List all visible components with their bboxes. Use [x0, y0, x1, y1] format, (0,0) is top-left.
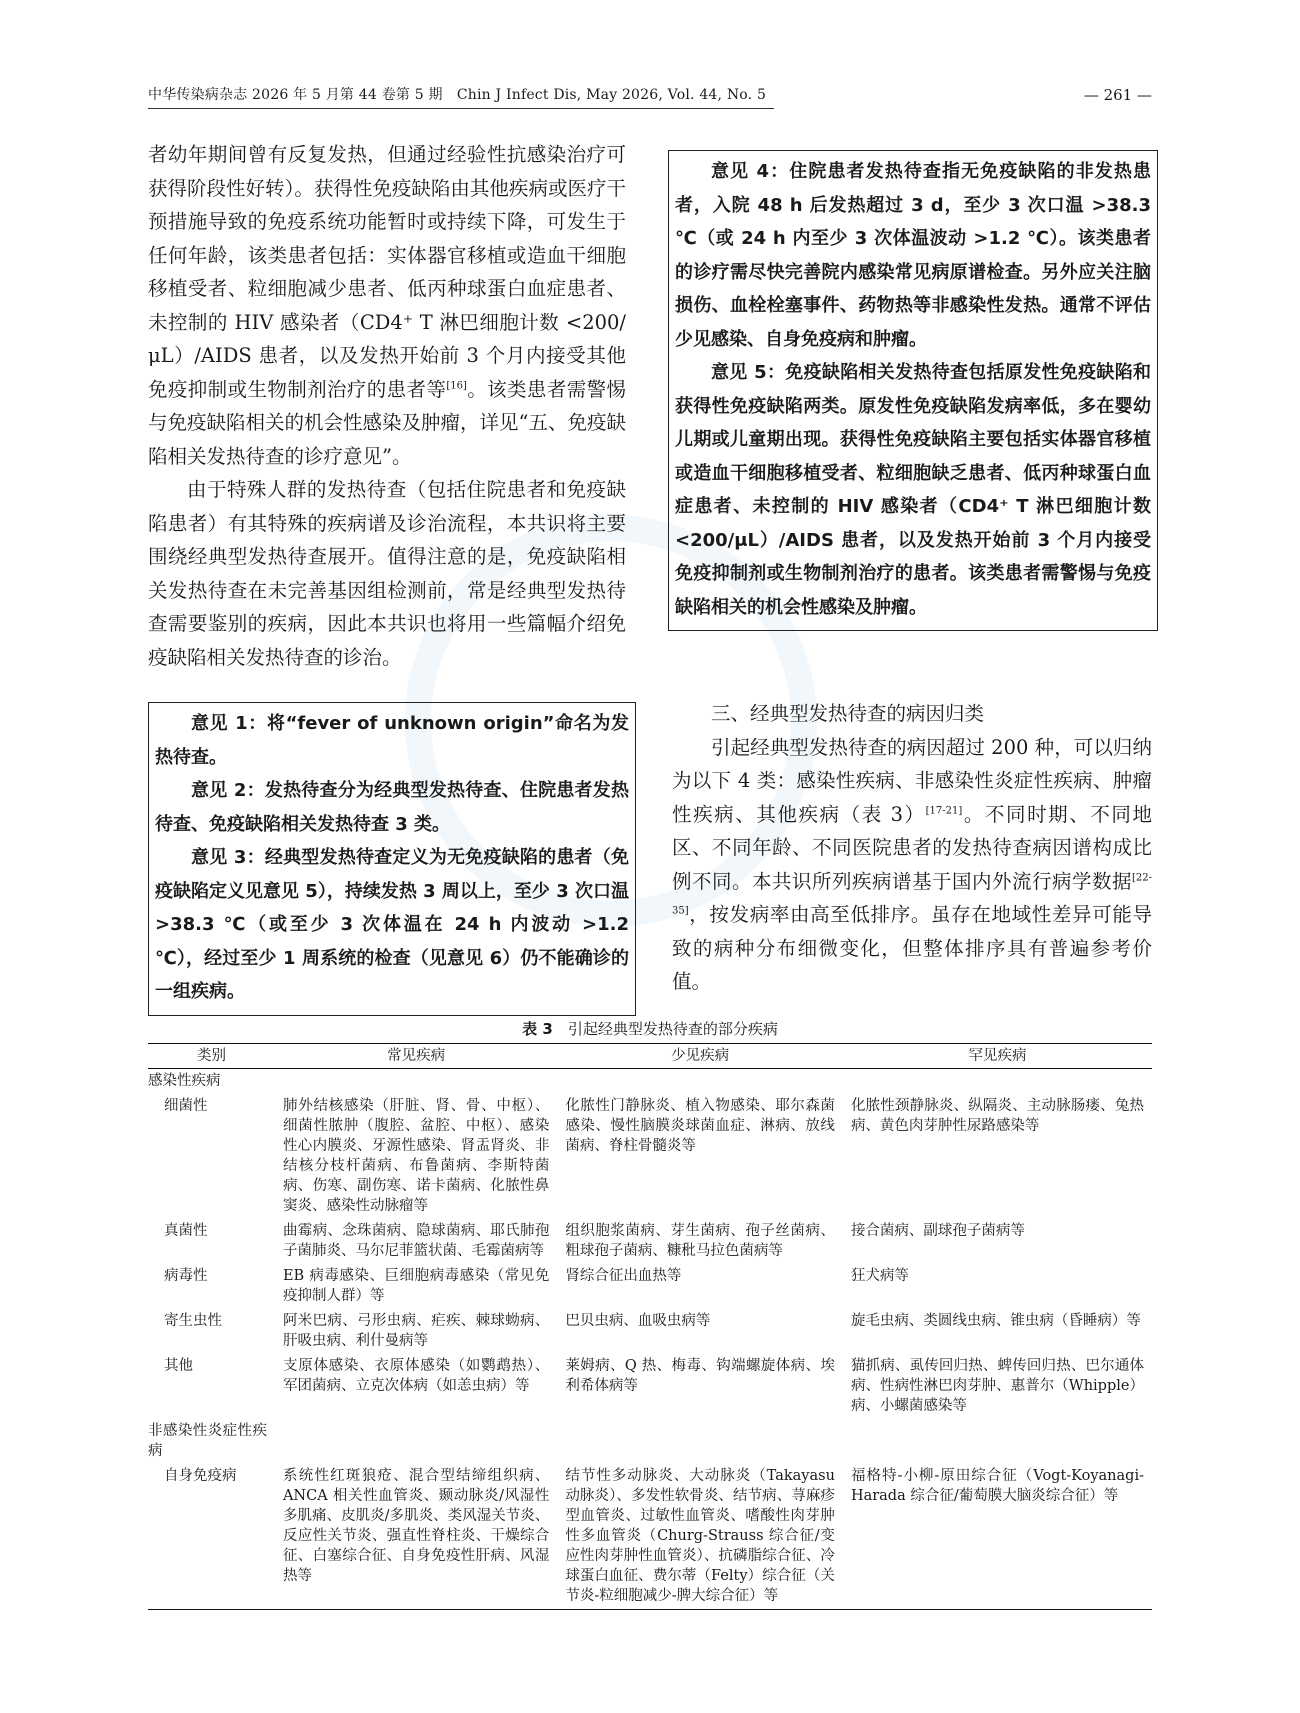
page-number: — 261 —: [1083, 86, 1152, 104]
opinions-box-1-3: [148, 702, 636, 1016]
table-row: [148, 1354, 1152, 1419]
table-row: [148, 1309, 1152, 1354]
section-heading: 三、经典型发热待查的病因归类: [711, 702, 985, 725]
less-common-diseases-cell: [557, 1419, 843, 1464]
rare-diseases-cell: 旋毛虫病、类圆线虫病、锥虫病（昏睡病）等: [850, 1313, 1141, 1329]
table-row: [148, 1094, 1152, 1219]
table-row: [148, 1419, 1152, 1464]
common-diseases-cell: 阿米巴病、弓形虫病、疟疾、棘球蚴病、肝吸虫病、利什曼病等: [282, 1313, 550, 1349]
opinion-1: 意见 1：将“fever of unknown origin”命名为发热待查。: [155, 713, 629, 768]
right-paragraph-1: 引起经典型发热待查的病因超过 200 种，可以归纳为以下 4 类：感染性疾病、非感染性炎症性疾病、肿瘤性疾病、其他疾病（表 3）[17-21]。不同时期、不同地区、不同年龄、不同医院患者的发热待查病因谱构成比例不同。本共识所列疾病谱基于国内外流行病学数据[22-35]，按发病率由高至低排序。虽存在地域性差异可能导致的病种分布细微变化，但整体排序具有普遍参考价值。: [672, 735, 1152, 993]
rare-diseases-cell: 狂犬病等: [850, 1268, 909, 1284]
opinions-box-4-5: [668, 150, 1158, 631]
category-cell: 自身免疫病: [148, 1464, 275, 1610]
less-common-diseases-cell: 化脓性门静脉炎、植入物感染、耶尔森菌感染、慢性脑膜炎球菌血症、淋病、放线菌病、脊柱骨髓炎等: [565, 1098, 835, 1154]
header-common: 常见疾病: [275, 1044, 557, 1069]
citation-ref: [17-21]: [925, 805, 963, 816]
disease-table: [148, 1043, 1152, 1610]
less-common-diseases-cell: 组织胞浆菌病、芽生菌病、孢子丝菌病、粗球孢子菌病、糠秕马拉色菌病等: [565, 1223, 835, 1259]
left-paragraph-1: 者幼年期间曾有反复发热，但通过经验性抗感染治疗可获得阶段性好转）。获得性免疫缺陷由其他疾病或医疗干预措施导致的免疫系统功能暂时或持续下降，可发生于任何年龄，该类患者包括：实体器官移植或造血干细胞移植受者、粒细胞减少患者、低丙种球蛋白血症患者、未控制的 HIV 感染者（CD4⁺ T 淋巴细胞计数 <200/μL）/AIDS 患者，以及发热开始前 3 个月内接受其他免疫抑制或生物制剂治疗的患者等[16]。该类患者需警惕与免疫缺陷相关的机会性感染及肿瘤，详见“五、免疫缺陷相关发热待查的诊疗意见”。: [148, 143, 626, 468]
rare-diseases-cell: [843, 1419, 1152, 1464]
less-common-diseases-cell: 巴贝虫病、血吸虫病等: [565, 1313, 711, 1329]
rare-diseases-cell: [843, 1069, 1152, 1095]
less-common-diseases-cell: 肾综合征出血热等: [565, 1268, 682, 1284]
category-cell: 真菌性: [164, 1223, 208, 1239]
table-row: [148, 1219, 1152, 1264]
header-less-common: 少见疾病: [557, 1044, 843, 1069]
category-cell: 细菌性: [164, 1098, 208, 1114]
common-diseases-cell: [275, 1419, 557, 1464]
opinion-3: 意见 3：经典型发热待查定义为无免疫缺陷的患者（免疫缺陷定义见意见 5），持续发热 3 周以上，至少 3 次口温 >38.3 ℃（或至少 3 次体温在 24 h 内波动 >1.2 ℃），经过至少 1 周系统的检查（见意见 6）仍不能确诊的一组疾病。: [155, 847, 629, 1002]
category-cell: 寄生虫性: [164, 1313, 222, 1329]
rare-diseases-cell: 猫抓病、虱传回归热、蜱传回归热、巴尔通体病、性病性淋巴肉芽肿、惠普尔（Whipple）病、小螺菌感染等: [850, 1358, 1144, 1414]
category-cell: 感染性疾病: [148, 1073, 221, 1089]
category-cell: 其他: [164, 1358, 193, 1374]
table-3: [148, 1018, 1152, 1610]
common-diseases-cell: EB 病毒感染、巨细胞病毒感染（常见免疫抑制人群）等: [282, 1268, 550, 1304]
common-diseases-cell: 肺外结核感染（肝脏、肾、骨、中枢）、细菌性脓肿（腹腔、盆腔、中枢）、感染性心内膜炎、牙源性感染、肾盂肾炎、非结核分枝杆菌病、布鲁菌病、李斯特菌病、伤寒、副伤寒、诺卡菌病、化脓性鼻窦炎、感染性动脉瘤等: [282, 1098, 550, 1214]
table-row: [148, 1069, 1152, 1095]
rare-diseases-cell: 化脓性颈静脉炎、纵隔炎、主动脉肠瘘、兔热病、黄色肉芽肿性尿路感染等: [850, 1098, 1144, 1134]
category-cell: 非感染性炎症性疾病: [148, 1423, 267, 1459]
citation-ref: [16]: [446, 380, 467, 391]
running-header: [148, 82, 1152, 110]
category-cell: 病毒性: [164, 1268, 208, 1284]
table-row: [148, 1464, 1152, 1610]
table-header-row: [148, 1044, 1152, 1069]
journal-citation: 中华传染病杂志 2026 年 5 月第 44 卷第 5 期 Chin J Infect Dis, May 2026, Vol. 44, No. 5: [148, 87, 767, 103]
left-paragraph-2: 由于特殊人群的发热待查（包括住院患者和免疫缺陷患者）有其特殊的疾病谱及诊治流程，本共识将主要围绕经典型发热待查展开。值得注意的是，免疫缺陷相关发热待查在未完善基因组检测前，常是经典型发热待查需要鉴别的疾病，因此本共识也将用一些篇幅介绍免疫缺陷相关发热待查的诊治。: [148, 478, 626, 669]
table-row: [148, 1264, 1152, 1309]
less-common-diseases-cell: 莱姆病、Q 热、梅毒、钩端螺旋体病、埃利希体病等: [565, 1358, 835, 1394]
common-diseases-cell: 支原体感染、衣原体感染（如鹦鹉热）、军团菌病、立克次体病（如恙虫病）等: [282, 1358, 550, 1394]
header-category: 类别: [148, 1044, 275, 1069]
opinion-4: 意见 4：住院患者发热待查指无免疫缺陷的非发热患者，入院 48 h 后发热超过 3 d，至少 3 次口温 >38.3 ℃（或 24 h 内至少 3 次体温波动 >1.2 ℃）。该类患者的诊疗需尽快完善院内感染常见病原谱检查。另外应关注脑损伤、血栓栓塞事件、药物热等非感染性发热。通常不评估少见感染、自身免疫病和肿瘤。: [675, 161, 1151, 350]
opinion-2: 意见 2：发热待查分为经典型发热待查、住院患者发热待查、免疫缺陷相关发热待查 3 类。: [155, 780, 629, 835]
less-common-diseases-cell: 结节性多动脉炎、大动脉炎（Takayasu 动脉炎）、多发性软骨炎、结节病、荨麻疹型血管炎、过敏性血管炎、嗜酸性肉芽肿性多血管炎（Churg-Strauss 综合征/变应性肉芽肿性血管炎）、抗磷脂综合征、冷球蛋白血征、费尔蒂（Felty）综合征（关节炎-粒细胞减少-脾大综合征）等: [557, 1464, 843, 1610]
header-rule: [148, 108, 774, 109]
right-column: [672, 697, 1152, 999]
common-diseases-cell: [275, 1069, 557, 1095]
table-caption: 表 3 引起经典型发热待查的部分疾病: [522, 1020, 778, 1038]
rare-diseases-cell: 接合菌病、副球孢子菌病等: [850, 1223, 1025, 1239]
less-common-diseases-cell: [557, 1069, 843, 1095]
common-diseases-cell: 系统性红斑狼疮、混合型结缔组织病、ANCA 相关性血管炎、颞动脉炎/风湿性多肌痛、皮肌炎/多肌炎、类风湿关节炎、反应性关节炎、强直性脊柱炎、干燥综合征、白塞综合征、自身免疫性肝病、风湿热等: [275, 1464, 557, 1610]
opinion-5: 意见 5：免疫缺陷相关发热待查包括原发性免疫缺陷和获得性免疫缺陷两类。原发性免疫缺陷发病率低，多在婴幼儿期或儿童期出现。获得性免疫缺陷主要包括实体器官移植或造血干细胞移植受者、粒细胞缺乏患者、低丙种球蛋白血症患者、未控制的 HIV 感染者（CD4⁺ T 淋巴细胞计数 <200/μL）/AIDS 患者，以及发热开始前 3 个月内接受免疫抑制剂或生物制剂治疗的患者。该类患者需警惕与免疫缺陷相关的机会性感染及肿瘤。: [675, 362, 1151, 618]
header-rare: 罕见疾病: [843, 1044, 1152, 1069]
left-column: [148, 138, 626, 674]
rare-diseases-cell: 福格特-小柳-原田综合征（Vogt-Koyanagi-Harada 综合征/葡萄膜大脑炎综合征）等: [843, 1464, 1152, 1610]
common-diseases-cell: 曲霉病、念珠菌病、隐球菌病、耶氏肺孢子菌肺炎、马尔尼菲篮状菌、毛霉菌病等: [282, 1223, 550, 1259]
citation-ref: [22-35]: [672, 872, 1152, 917]
